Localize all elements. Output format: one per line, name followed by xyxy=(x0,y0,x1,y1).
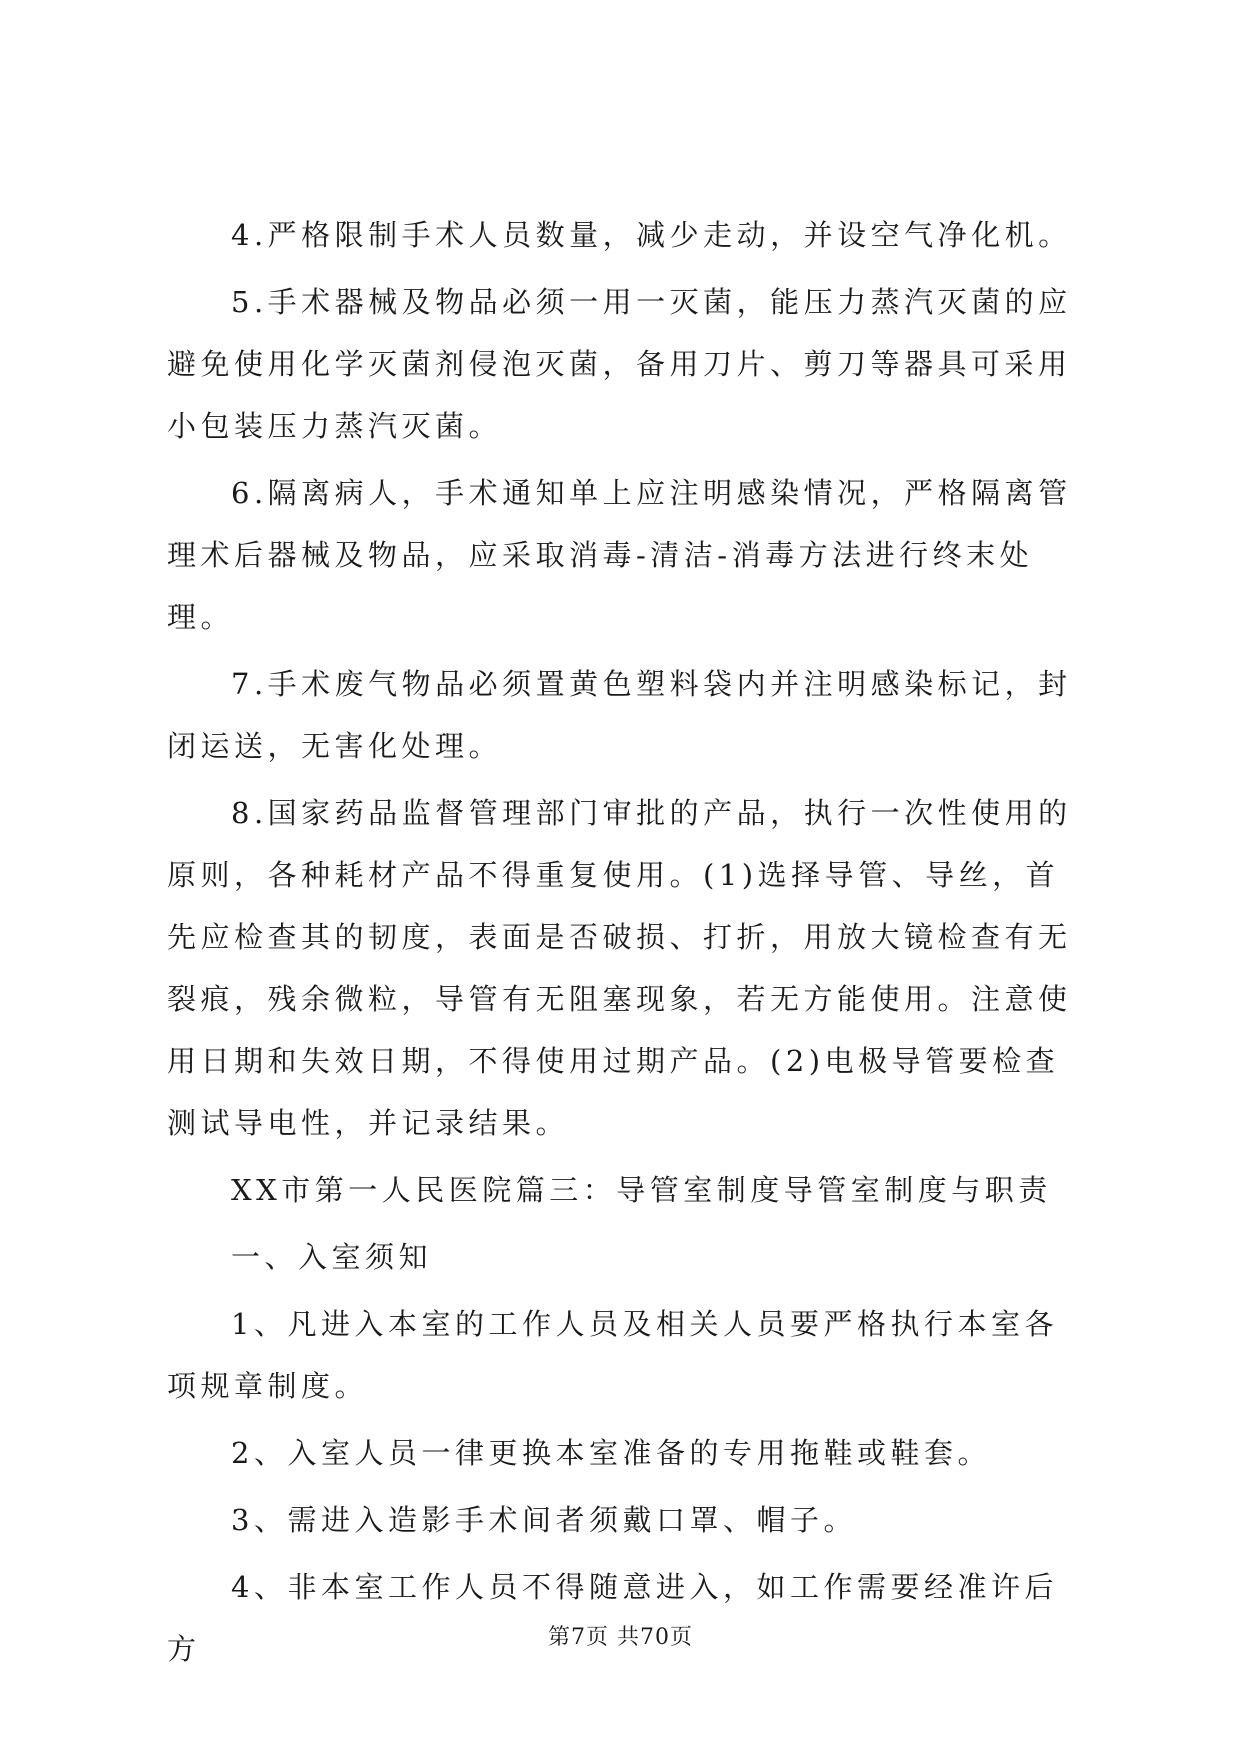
document-body xyxy=(167,204,1087,1685)
paragraph-item-5: 5.手术器械及物品必须一用一灭菌，能压力蒸汽灭菌的应避免使用化学灭菌剂侵泡灭菌，备用刀片、剪刀等器具可采用小包装压力蒸汽灭菌。 xyxy=(167,285,1072,443)
rule-item-2: 2、入室人员一律更换本室准备的专用拖鞋或鞋套。 xyxy=(231,1436,991,1470)
rule-item-3: 3、需进入造影手术间者须戴口罩、帽子。 xyxy=(231,1503,857,1537)
rule-item-4: 4、非本室工作人员不得随意进入，如工作需要经准许后方 xyxy=(167,1570,1058,1666)
paragraph-item-8: 8.国家药品监督管理部门审批的产品，执行一次性使用的原则，各种耗材产品不得重复使用。(1)选择导管、导丝，首先应检查其的韧度，表面是否破损、打折，用放大镜检查有无裂痕，残余微粒，导管有无阻塞现象，若无方能使用。注意使用日期和失效日期，不得使用过期产品。(2)电极导管要检查测试导电性，并记录结果。 xyxy=(167,796,1072,1140)
section-heading: XX市第一人民医院篇三：导管室制度导管室制度与职责 xyxy=(231,1173,1052,1207)
subsection-heading: 一、入室须知 xyxy=(231,1240,433,1274)
rule-item-1: 1、凡进入本室的工作人员及相关人员要严格执行本室各项规章制度。 xyxy=(167,1307,1058,1403)
paragraph-item-4: 4.严格限制手术人员数量，减少走动，并设空气净化机。 xyxy=(231,218,1072,252)
paragraph-item-7: 7.手术废气物品必须置黄色塑料袋内并注明感染标记，封闭运送，无害化处理。 xyxy=(167,667,1072,763)
paragraph-item-6: 6.隔离病人，手术通知单上应注明感染情况，严格隔离管理术后器械及物品，应采取消毒-清洁-消毒方法进行终末处理。 xyxy=(167,476,1072,634)
page-number-footer: 第7页 共70页 xyxy=(548,1625,693,1650)
